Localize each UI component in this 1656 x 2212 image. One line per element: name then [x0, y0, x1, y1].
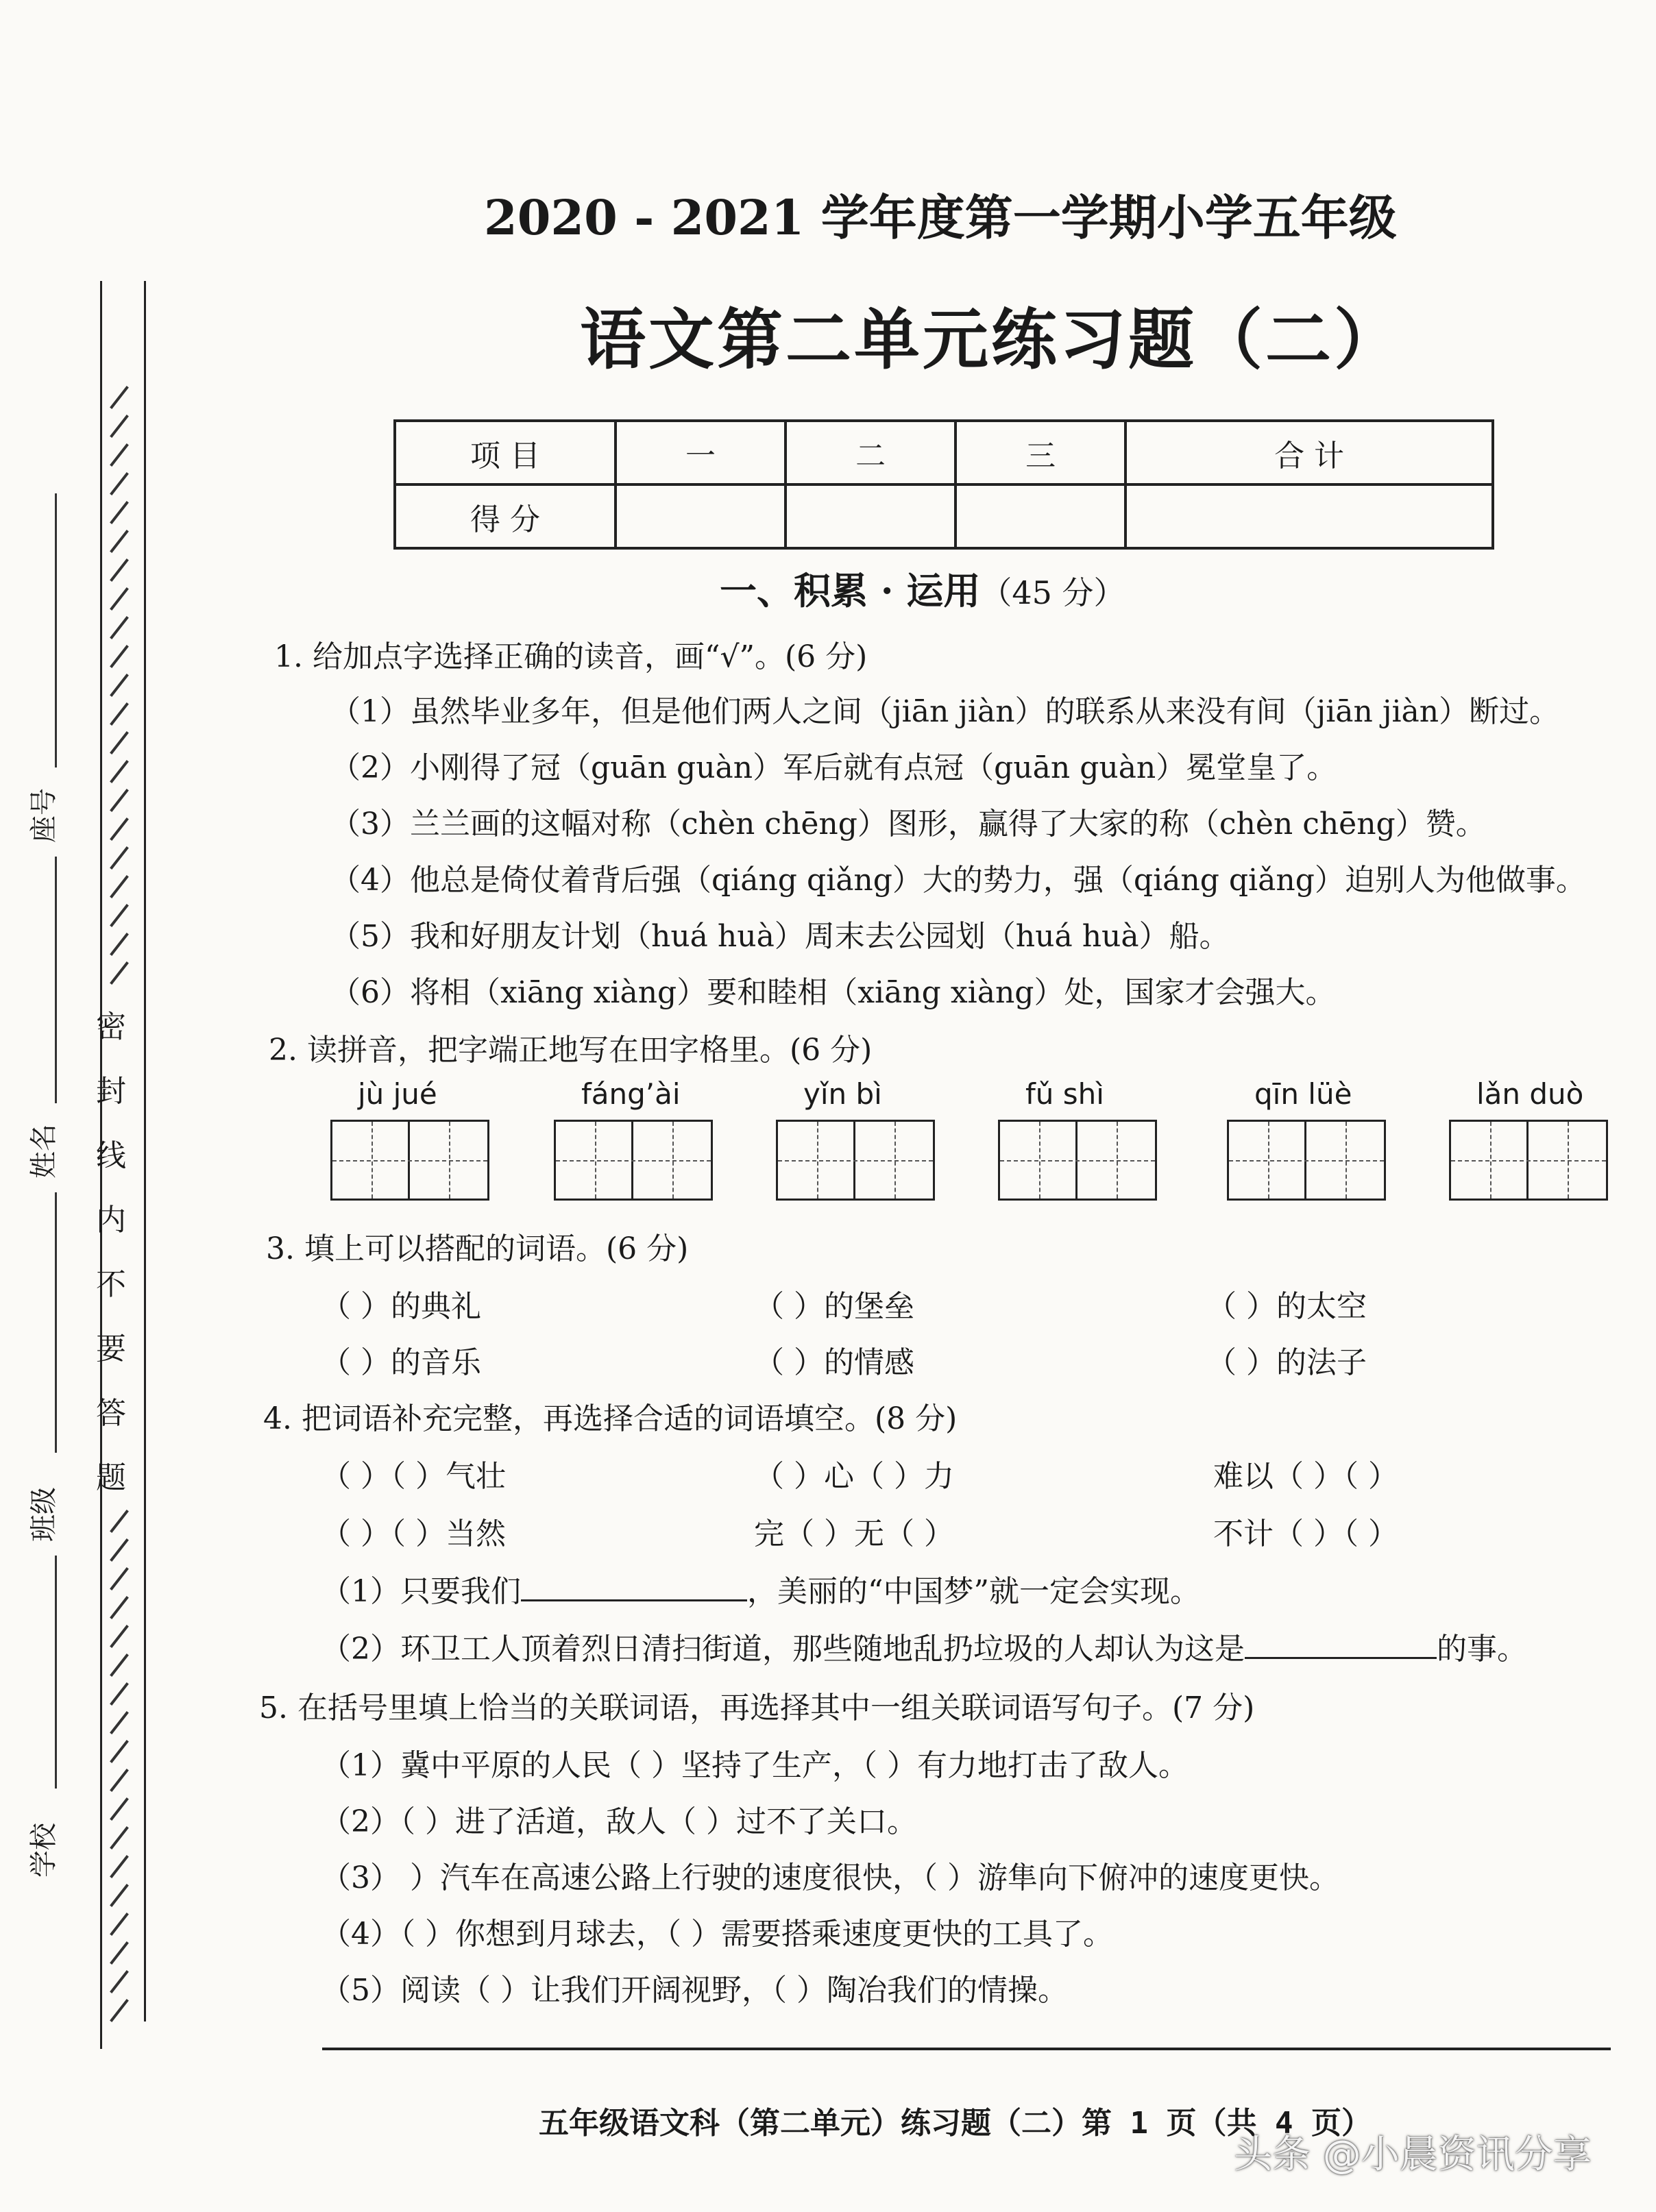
seal-slash	[110, 1855, 129, 1878]
class-label: 班级	[28, 1487, 60, 1542]
seal-slash	[110, 1654, 129, 1677]
seal-slash	[110, 818, 129, 841]
seal-slash	[110, 760, 129, 783]
seal-slash	[110, 616, 129, 639]
seal-char: 要	[96, 1331, 126, 1366]
title-line-2: 语文第二单元练习题（二）	[580, 301, 1402, 378]
score-row-label: 得 分	[395, 484, 616, 548]
q3-r2-c2[interactable]: （ ）的情感	[754, 1345, 914, 1380]
seal-slash	[110, 702, 129, 726]
footer-rule	[322, 2048, 1611, 2050]
section-heading	[720, 562, 1125, 615]
name-label: 姓名	[28, 1124, 60, 1179]
q4-r2-c2[interactable]: 完（ ）无（ ）	[754, 1516, 954, 1551]
seal-slash	[110, 731, 129, 754]
q4-r1-c2[interactable]: （ ）心（ ）力	[754, 1459, 954, 1494]
q4-r1-c1[interactable]: （ ）（ ）气壮	[321, 1459, 506, 1494]
q1-item-2: （2）小刚得了冠（guān guàn）军后就有点冠（guān guàn）冕堂皇了。	[330, 750, 1337, 785]
q5-item-4[interactable]: （4）（ ）你想到月球去，（ ）需要搭乘速度更快的工具了。	[321, 1917, 1113, 1952]
seal-char: 封	[96, 1074, 126, 1109]
seal-slash	[110, 587, 129, 611]
seal-slash	[110, 501, 129, 524]
grid-guide	[1490, 1122, 1491, 1199]
section-points: （45 分）	[980, 574, 1125, 611]
score-header-1: 一	[616, 421, 786, 484]
grid-guide	[332, 1160, 487, 1162]
seal-char: 不	[96, 1267, 126, 1302]
grid-guide	[1346, 1122, 1347, 1199]
grid-guide	[894, 1122, 896, 1199]
q1-item-4: （4）他总是倚仗着背后强（qiáng qiǎng）大的势力，强（qiáng qiǎng）迫别人为他做事。	[330, 863, 1586, 898]
seal-slash	[110, 789, 129, 812]
tianzi-grid-2[interactable]	[554, 1120, 713, 1201]
seal-slash	[110, 1884, 129, 1907]
q4-stem: 4. 把词语补充完整，再选择合适的词语填空。(8 分)	[263, 1401, 958, 1436]
grid-guide	[1268, 1122, 1269, 1199]
q4-sentence-2	[321, 1624, 1527, 1668]
grid-guide	[449, 1122, 450, 1199]
seal-slash	[110, 386, 129, 409]
seal-slash	[110, 1913, 129, 1936]
seal-slash	[110, 1970, 129, 1993]
grid-guide	[778, 1160, 933, 1162]
q3-r2-c1[interactable]: （ ）的音乐	[321, 1345, 481, 1380]
tianzi-grid-3[interactable]	[776, 1120, 935, 1201]
score-cell-3[interactable]	[955, 484, 1125, 548]
grid-guide	[1000, 1160, 1155, 1162]
seal-char: 答	[96, 1396, 126, 1431]
q4-s2-blank[interactable]	[1245, 1631, 1437, 1659]
tianzi-grid-6[interactable]	[1449, 1120, 1608, 1201]
q5-stem: 5. 在括号里填上恰当的关联词语，再选择其中一组关联词语写句子。(7 分)	[259, 1691, 1255, 1725]
seal-char: 内	[96, 1203, 126, 1238]
q1-item-6: （6）将相（xiāng xiàng）要和睦相（xiāng xiàng）处，国家才会强大。	[330, 975, 1336, 1010]
q3-r1-c3[interactable]: （ ）的太空	[1206, 1289, 1367, 1324]
seal-slash	[110, 933, 129, 956]
seal-slash	[110, 415, 129, 438]
seal-slash	[110, 674, 129, 697]
score-header-total: 合 计	[1125, 421, 1493, 484]
q2-pinyin-4: fǔ shì	[1025, 1077, 1104, 1111]
q1-stem: 1. 给加点字选择正确的读音，画“√”。(6 分)	[274, 639, 868, 674]
grid-guide	[1451, 1160, 1606, 1162]
grid-guide	[817, 1122, 818, 1199]
score-cell-total[interactable]	[1125, 484, 1493, 548]
q4-s1-part-b: ，美丽的“中国梦”就一定会实现。	[747, 1574, 1200, 1609]
seal-slash	[110, 1567, 129, 1590]
q2-pinyin-6: lǎn duò	[1476, 1077, 1584, 1111]
seal-slash	[110, 1797, 129, 1821]
seal-slash	[110, 1769, 129, 1792]
watermark: 头条 @小晨资讯分享	[1234, 2133, 1592, 2177]
q2-stem: 2. 读拼音，把字端正地写在田字格里。(6 分)	[269, 1033, 873, 1068]
grid-guide	[672, 1122, 674, 1199]
score-table	[393, 419, 1494, 550]
q3-r1-c1[interactable]: （ ）的典礼	[321, 1289, 481, 1324]
q1-item-1: （1）虽然毕业多年，但是他们两人之间（jiān jiàn）的联系从来没有间（jiān jiàn）断过。	[330, 694, 1560, 729]
score-header-2: 二	[786, 421, 955, 484]
seal-char: 线	[96, 1138, 126, 1173]
grid-guide	[595, 1122, 596, 1199]
q1-item-3: （3）兰兰画的这幅对称（chèn chēng）图形，赢得了大家的称（chèn chēng）赞。	[330, 807, 1486, 841]
q3-r1-c2[interactable]: （ ）的堡垒	[754, 1289, 914, 1324]
q4-s1-blank[interactable]	[521, 1573, 747, 1601]
seal-slash	[110, 1740, 129, 1763]
grid-guide	[1568, 1122, 1569, 1199]
q5-item-2[interactable]: （2）（ ）进了活道，敌人（ ）过不了关口。	[321, 1804, 917, 1839]
name-blank-line[interactable]	[55, 857, 57, 1103]
seal-slash	[110, 1682, 129, 1706]
q3-r2-c3[interactable]: （ ）的法子	[1206, 1345, 1367, 1380]
seat-blank-line[interactable]	[55, 493, 57, 767]
seal-slash	[110, 1826, 129, 1850]
q4-r2-c3[interactable]: 不计（ ）（ ）	[1213, 1516, 1398, 1551]
q5-item-5[interactable]: （5）阅读（ ）让我们开阔视野，（ ）陶冶我们的情操。	[321, 1973, 1068, 2008]
binding-line-inner	[144, 281, 146, 2021]
seal-slash	[110, 1538, 129, 1562]
school-label: 学校	[28, 1823, 60, 1878]
seal-slash	[110, 904, 129, 927]
seal-slash	[110, 1999, 129, 2022]
tianzi-grid-4[interactable]	[998, 1120, 1157, 1201]
seal-slash	[110, 530, 129, 553]
class-blank-line[interactable]	[55, 1192, 57, 1453]
seal-slash	[110, 846, 129, 870]
footer-page-info: 五年级语文科（第二单元）练习题（二）第 1 页（共 4 页）	[539, 2106, 1372, 2141]
grid-guide	[1039, 1122, 1040, 1199]
seal-char: 密	[96, 1009, 126, 1044]
seal-slash	[110, 1941, 129, 1965]
seat-label: 座号	[28, 788, 60, 843]
seal-slash	[110, 472, 129, 495]
q3-stem: 3. 填上可以搭配的词语。(6 分)	[266, 1231, 689, 1266]
seal-slash	[110, 1596, 129, 1619]
seal-slash	[110, 1711, 129, 1734]
q5-item-3[interactable]: （3） ）汽车在高速公路上行驶的速度很快，（ ）游隼向下俯冲的速度更快。	[321, 1860, 1339, 1895]
grid-guide	[1117, 1122, 1118, 1199]
title-line-1: 2020 - 2021 学年度第一学期小学五年级	[484, 189, 1397, 246]
score-cell-1[interactable]	[616, 484, 786, 548]
seal-slash	[110, 645, 129, 668]
tianzi-grid-1[interactable]	[330, 1120, 489, 1201]
q5-item-1[interactable]: （1）冀中平原的人民（ ）坚持了生产，（ ）有力地打击了敌人。	[321, 1748, 1189, 1783]
score-header-item: 项 目	[395, 421, 616, 484]
grid-guide	[1229, 1160, 1384, 1162]
q2-pinyin-5: qīn lüè	[1254, 1077, 1352, 1111]
section-title: 一、积累 · 运用	[720, 569, 981, 613]
score-header-3: 三	[955, 421, 1125, 484]
q4-s2-part-b: 的事。	[1437, 1632, 1527, 1667]
q2-pinyin-3: yǐn bì	[803, 1077, 882, 1111]
q2-pinyin-2: fáng’ài	[581, 1077, 681, 1111]
q2-pinyin-1: jù jué	[358, 1077, 437, 1111]
q4-r1-c3[interactable]: 难以（ ）（ ）	[1213, 1459, 1398, 1494]
q4-r2-c1[interactable]: （ ）（ ）当然	[321, 1516, 506, 1551]
q4-s1-part-a: （1）只要我们	[321, 1574, 521, 1609]
q4-sentence-1	[321, 1566, 1200, 1610]
seal-slash	[110, 1510, 129, 1533]
seal-slash	[110, 443, 129, 467]
score-cell-2[interactable]	[786, 484, 955, 548]
grid-guide	[372, 1122, 373, 1199]
seal-slash	[110, 1625, 129, 1648]
seal-slash	[110, 875, 129, 898]
school-blank-line[interactable]	[55, 1556, 57, 1789]
q4-s2-part-a: （2）环卫工人顶着烈日清扫街道，那些随地乱扔垃圾的人却认为这是	[321, 1632, 1245, 1667]
q1-item-5: （5）我和好朋友计划（huá huà）周末去公园划（huá huà）船。	[330, 919, 1230, 954]
seal-slash	[110, 961, 129, 985]
seal-char: 题	[96, 1460, 126, 1495]
tianzi-grid-5[interactable]	[1227, 1120, 1386, 1201]
seal-slash	[110, 558, 129, 582]
grid-guide	[556, 1160, 711, 1162]
